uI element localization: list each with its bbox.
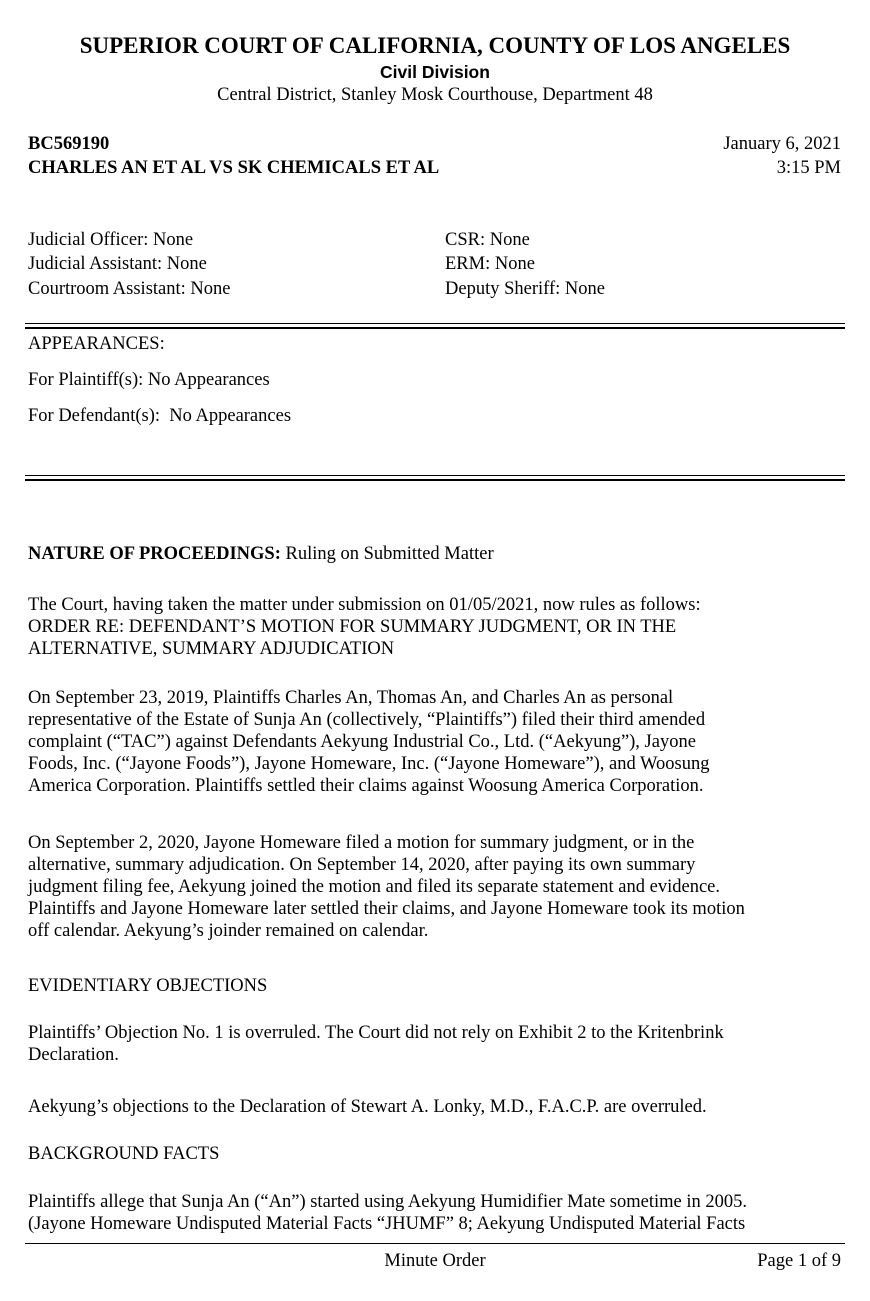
- text-line: On September 2, 2020, Jayone Homeware filed a motion for summary judgment, or in the: [28, 833, 695, 853]
- court-name: SUPERIOR COURT OF CALIFORNIA, COUNTY OF LOS ANGELES: [79, 33, 791, 58]
- text-line: Plaintiffs’ Objection No. 1 is overruled. The Court did not rely on Exhibit 2 to the Kritenbrink: [28, 1023, 724, 1043]
- proceedings-value: Ruling on Submitted Matter: [280, 544, 494, 564]
- district: Central District, Stanley Mosk Courthouse, Department 48: [217, 85, 653, 105]
- paragraph-aekyung-objections: Aekyung’s objections to the Declaration of Stewart A. Lonky, M.D., F.A.C.P. are overruled.: [28, 1097, 707, 1117]
- paragraph-procedural-history: [28, 687, 848, 797]
- erm: ERM: None: [445, 254, 535, 274]
- text-line: alternative, summary adjudication. On September 14, 2020, after paying its own summary: [28, 855, 696, 875]
- division: Civil Division: [380, 62, 490, 82]
- text-line: America Corporation. Plaintiffs settled their claims against Woosung America Corporation.: [28, 776, 704, 796]
- case-number: BC569190: [28, 134, 110, 154]
- background-facts-heading: BACKGROUND FACTS: [28, 1144, 220, 1164]
- divider-top-thick: [25, 327, 845, 329]
- nature-of-proceedings: [28, 543, 494, 565]
- proceedings-label: NATURE OF PROCEEDINGS:: [28, 544, 281, 564]
- appearances-heading: APPEARANCES:: [28, 334, 165, 354]
- text-line: On September 23, 2019, Plaintiffs Charles An, Thomas An, and Charles An as personal: [28, 688, 674, 708]
- case-title: CHARLES AN ET AL VS SK CHEMICALS ET AL: [28, 158, 440, 178]
- divider-middle: [25, 475, 845, 476]
- case-date: January 6, 2021: [723, 134, 841, 154]
- text-line: Plaintiffs and Jayone Homeware later settled their claims, and Jayone Homeware took its motion: [28, 899, 745, 919]
- text-line: representative of the Estate of Sunja An (collectively, “Plaintiffs”) filed their third amended: [28, 710, 706, 730]
- judicial-officer: Judicial Officer: None: [28, 230, 194, 250]
- text-line: off calendar. Aekyung’s joinder remained on calendar.: [28, 921, 429, 941]
- paragraph-ruling-intro: [28, 594, 848, 660]
- judicial-assistant: Judicial Assistant: None: [28, 254, 207, 274]
- divider-top: [25, 323, 845, 324]
- paragraph-objection-1: [28, 1022, 848, 1066]
- defendant-appearance: For Defendant(s): No Appearances: [28, 406, 292, 426]
- deputy-sheriff: Deputy Sheriff: None: [445, 279, 605, 299]
- footer-divider: [25, 1243, 845, 1244]
- paragraph-background: [28, 1191, 848, 1235]
- case-time: 3:15 PM: [776, 158, 841, 178]
- text-line: (Jayone Homeware Undisputed Material Facts “JHUMF” 8; Aekyung Undisputed Material Facts: [28, 1214, 746, 1234]
- evidentiary-objections-heading: EVIDENTIARY OBJECTIONS: [28, 976, 268, 996]
- csr: CSR: None: [445, 230, 530, 250]
- text-line: Plaintiffs allege that Sunja An (“An”) started using Aekyung Humidifier Mate sometime in 2005.: [28, 1192, 747, 1212]
- plaintiff-appearance: For Plaintiff(s): No Appearances: [28, 370, 270, 390]
- text-line: complaint (“TAC”) against Defendants Aekyung Industrial Co., Ltd. (“Aekyung”), Jayone: [28, 732, 696, 752]
- divider-middle-thick: [25, 479, 845, 481]
- page-number: Page 1 of 9: [757, 1251, 841, 1271]
- text-line: The Court, having taken the matter under submission on 01/05/2021, now rules as follows:: [28, 595, 701, 615]
- text-line: judgment filing fee, Aekyung joined the motion and filed its separate statement and evidence.: [28, 877, 721, 897]
- text-line: ORDER RE: DEFENDANT’S MOTION FOR SUMMARY JUDGMENT, OR IN THE: [28, 617, 677, 637]
- text-line: ALTERNATIVE, SUMMARY ADJUDICATION: [28, 639, 395, 659]
- text-line: Foods, Inc. (“Jayone Foods”), Jayone Homeware, Inc. (“Jayone Homeware”), and Woosung: [28, 754, 710, 774]
- paragraph-motion: [28, 832, 848, 942]
- footer-title: Minute Order: [384, 1251, 486, 1271]
- text-line: Declaration.: [28, 1045, 119, 1065]
- courtroom-assistant: Courtroom Assistant: None: [28, 279, 231, 299]
